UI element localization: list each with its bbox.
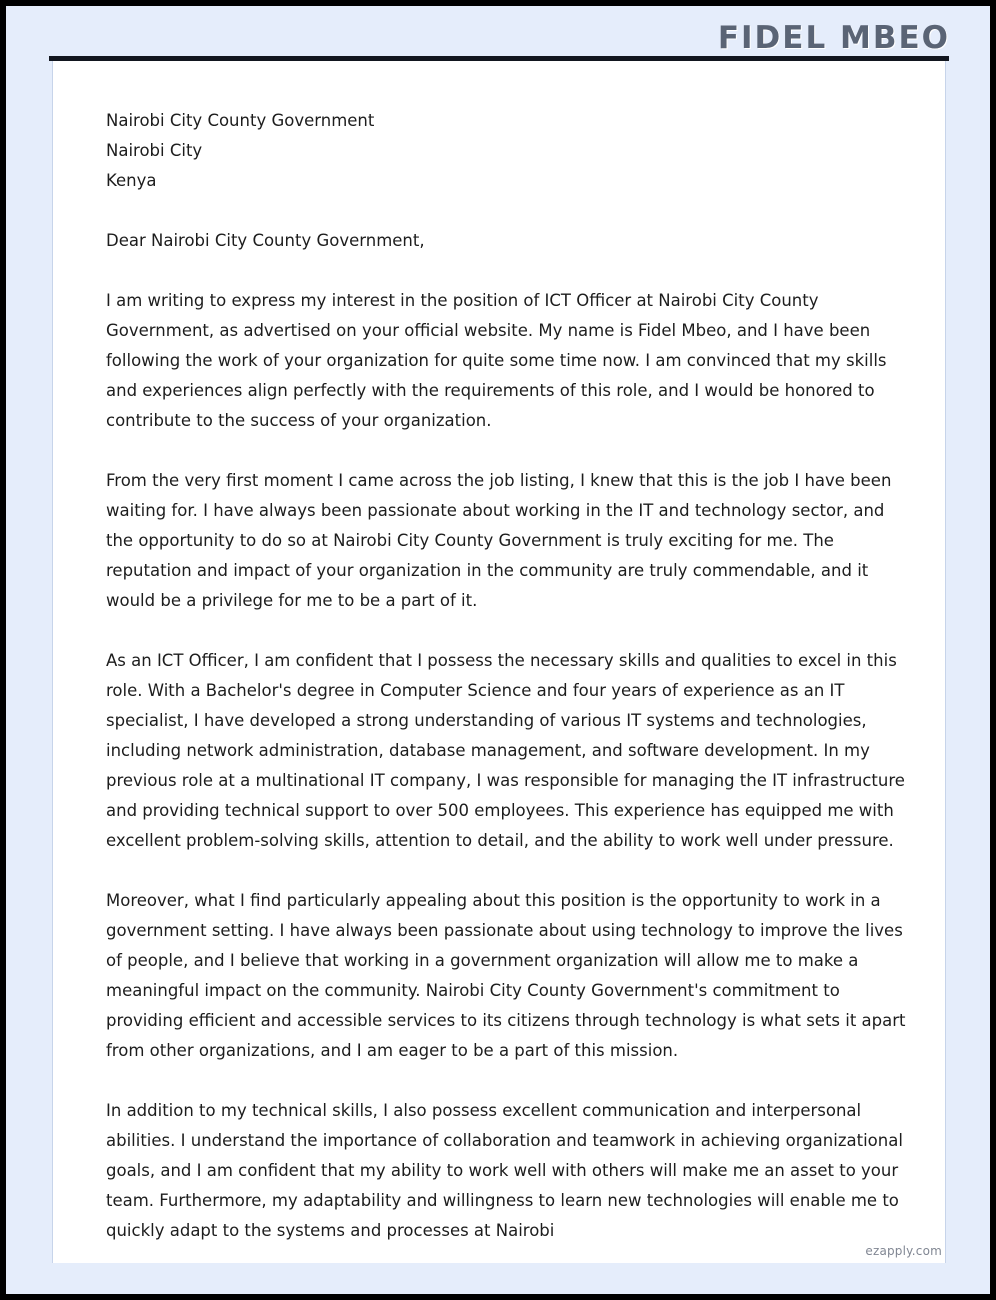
spacer [106,436,906,466]
letter-paragraph: In addition to my technical skills, I also possess excellent communication and interpersonal abilities. I understand the importance of collaboration and teamwork in achieving organizational goals, and I am confident that my ability to work well with others will make me an asset to your team. Furthermore, my adaptability and willingness to learn new technologies will enable me to quickly adapt to the systems and processes at Nairobi [106,1101,903,1240]
watermark: ezapply.com [865,1244,942,1258]
spacer [106,1066,906,1096]
recipient-line-city: Nairobi City [106,141,203,160]
letter-paragraph: From the very first moment I came across the job listing, I knew that this is the job I have been waiting for. I have always been passionate about working in the IT and technology sector, and the opportunity to do so at Nairobi City County Government is truly exciting for me. The reputation and impact of your organization in the community are truly commendable, and it would be a privilege for me to be a part of it. [106,471,892,610]
letter-paragraph: Moreover, what I find particularly appealing about this position is the opportunity to work in a government setting. I have always been passionate about using technology to improve the lives of people, and I believe that working in a government organization will allow me to make a meaningful impact on the community. Nairobi City County Government's commitment to providing efficient and accessible services to its citizens through technology is what sets it apart from other organizations, and I am eager to be a part of this mission. [106,891,906,1060]
spacer [106,256,906,286]
spacer [106,616,906,646]
letter-paragraph: As an ICT Officer, I am confident that I possess the necessary skills and qualities to excel in this role. With a Bachelor's degree in Computer Science and four years of experience as an IT specialist, I have developed a strong understanding of various IT systems and technologies, including network administration, database management, and software development. In my previous role at a multinational IT company, I was responsible for managing the IT infrastructure and providing technical support to over 500 employees. This experience has equipped me with excellent problem-solving skills, attention to detail, and the ability to work well under pressure. [106,651,905,850]
letter-paragraph: I am writing to express my interest in the position of ICT Officer at Nairobi City County Government, as advertised on your official website. My name is Fidel Mbeo, and I have been following the work of your organization for quite some time now. I am convinced that my skills and experiences align perfectly with the requirements of this role, and I would be honored to contribute to the success of your organization. [106,291,887,430]
document-page [6,6,990,1294]
spacer [106,196,906,226]
cover-letter-body [106,106,906,1246]
letter-sheet [52,61,946,1263]
recipient-line-country: Kenya [106,171,157,190]
candidate-name: FIDEL MBEO [717,20,950,56]
recipient-line-organization: Nairobi City County Government [106,111,375,130]
document-header [6,6,990,55]
spacer [106,856,906,886]
salutation: Dear Nairobi City County Government, [106,231,425,250]
